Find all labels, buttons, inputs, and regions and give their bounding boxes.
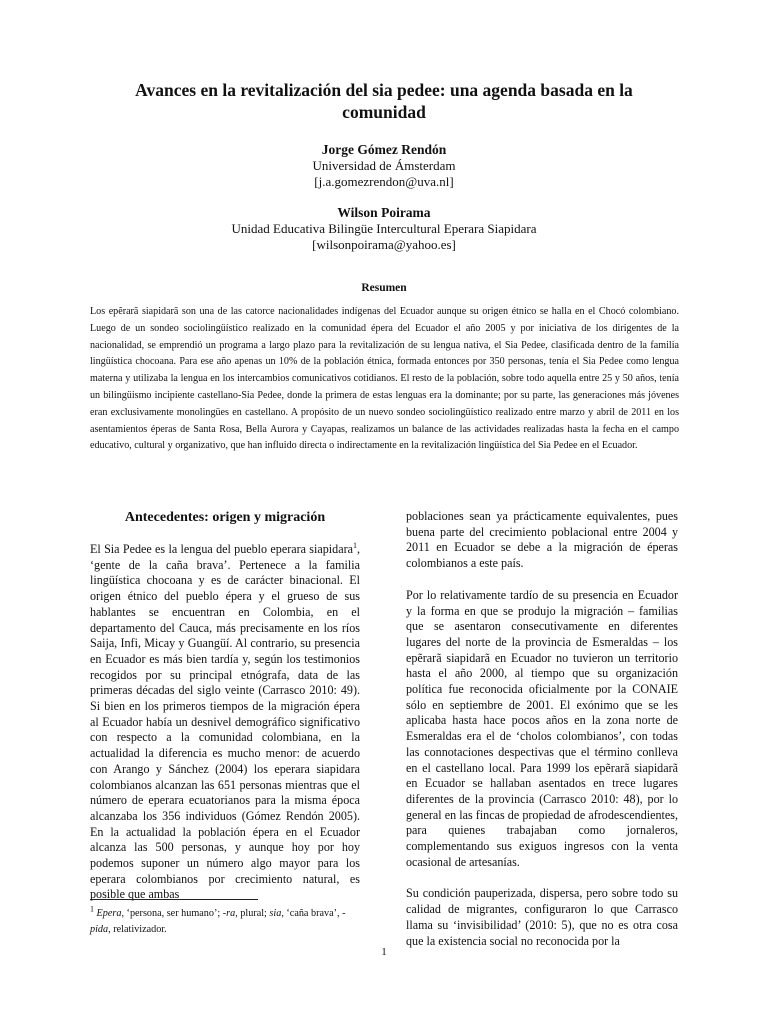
body-paragraph [90,542,360,903]
footnote-text: , plural; [235,908,270,919]
footnote-text: , relativizador. [108,923,167,935]
footnote-text: , ‘persona, ser humano’; [121,908,223,919]
author-block-1 [0,142,768,190]
body-paragraph: Su condición pauperizada, dispersa, pero sobre todo su calidad de migrantes, configuraron lo que Carrasco llama su ‘invisibilidad’ (2010: 5), que no es otra cosa que la existencia social no reconocida por la [406,886,678,948]
author-email: [j.a.gomezrendon@uva.nl] [314,174,454,189]
author-affiliation: Unidad Educativa Bilingüe Intercultural Eperara Siapidara [231,221,537,236]
paragraph-text: El Sia Pedee es la lengua del pueblo eperara siapidara [90,542,353,556]
author-name: Wilson Poirama [337,205,431,220]
footnote-term: Epera [96,908,122,919]
abstract-heading: Resumen [361,282,407,294]
body-paragraph: Por lo relativamente tardío de su presencia en Ecuador y la forma en que se produjo la migración – familias que se asentaron consecutivamente en diferentes lugares del norte de la provincia de Esmeraldas – los epẽrarã siapidarã en Ecuador no tuvieron un territorio hasta el año 2000, al tiempo que su organización política fue reconocida oficialmente por la CONAIE sólo en septiembre de 2001. El exónimo que se les aplicaba hasta hace pocos años en la zona norte de Esmeraldas era el de ‘cholos colombianos’, con todas las connotaciones despectivas que el término conlleva en el castellano local. Para 1999 los epẽrarã siapidarã en Ecuador se hallaban asentados en trece lugares diferentes de la provincia (Carrasco 2010: 48), por lo general en las fincas de propiedad de afrodescendientes, para quienes trabajaban como jornaleros, complementando sus exiguos ingresos con la venta ocasional de artesanías. [406,587,678,869]
section-heading: Antecedentes: origen y migración [124,510,326,525]
footnote-mark: 1 [90,904,94,914]
body-paragraph: poblaciones sean ya prácticamente equivalentes, pues buena parte del crecimiento poblacional entre 2004 y 2011 en Ecuador se debe a la migración de éperas colombianos a este país. [406,509,678,571]
footnote-divider [90,899,258,900]
author-block-2 [0,205,768,253]
footnote-reference: 1 [352,540,357,550]
author-affiliation: Universidad de Ámsterdam [312,158,456,173]
footnote-text: , ‘caña brava’, [281,908,343,919]
author-name: Jorge Gómez Rendón [321,142,447,157]
footnote-term: sia [269,908,282,919]
footnote-term: -ra [222,908,236,919]
footnote-term: -pida [90,908,346,935]
paper-title: Avances en la revitalización del sia pedee: una agenda basada en la comunidad [135,80,633,122]
footnote [90,906,360,937]
abstract-text: Los epẽrarã siapidarã son una de las catorce nacionalidades indígenas del Ecuador aunque su origen étnico se halla en el Chocó colombiano. Luego de un sondeo sociolingüístico realizado en la comunidad épera del Ecuador el año 2005 y por iniciativa de los dirigentes de la nacionalidad, se emprendió un programa a largo plazo para la revitalización de su lengua nativa, el Sia Pedee, clasificada dentro de la familia lingüística chocoana. Para ese año apenas un 10% de la población étnica, formada entonces por 350 personas, tenía el Sia Pedee como lengua materna y utilizaba la lengua en los intercambios comunicativos cotidianos. El resto de la población, sobre todo aquella entre 25 y 50 años, tenía un bilingüismo incipiente castellano-Sia Pedee, donde la primera de estas lenguas era la dominante; por su parte, las generaciones más jóvenes eran exclusivamente monolingües en castellano. A propósito de un nuevo sondeo sociolingüístico realizado entre marzo y abril de 2011 en los asentamientos éperas de Santa Rosa, Bella Aurora y Cayapas, realizamos un balance de las actividades realizadas hasta la fecha en el campo educativo, cultural y organizativo, que han influido directa o indirectamente en la revitalización lingüística del Sia Pedee en el Ecuador. [90,306,679,452]
left-column [90,542,360,903]
right-column [406,509,678,949]
author-email: [wilsonpoirama@yahoo.es] [312,237,456,252]
page-number: 1 [381,946,387,958]
paragraph-text: , ‘gente de la caña brava’. Pertenece a la familia lingüística chocoana y es de carácter binacional. El origen étnico del pueblo épera y el grueso de sus hablantes se encuentran en Colombia, en el departamento del Cauca, más precisamente en los ríos Saija, Infi, Micay y Guangüí. Al contrario, su presencia en Ecuador es más bien tardía y, según los testimonios recogidos por su principal etnógrafa, data de las primeras décadas del siglo veinte (Carrasco 2010: 49). Si bien en los primeros tiempos de la migración épera al Ecuador había un desnivel demográfico significativo con respecto a la comunidad colombiana, en la actualidad la diferencia es mucho menor: de acuerdo con Arango y Sánchez (2004) los eperara siapidara colombianos alcanzan las 651 personas mientras que el número de eperara ecuatorianos para la misma época alcanzaba los 356 individuos (Gómez Rendón 2005). En la actualidad la población épera en el Ecuador alcanza las 500 personas, y aunque hoy por hoy podemos suponer un número algo mayor para los eperara colombianos por crecimiento natural, es posible que ambas [90,542,360,902]
